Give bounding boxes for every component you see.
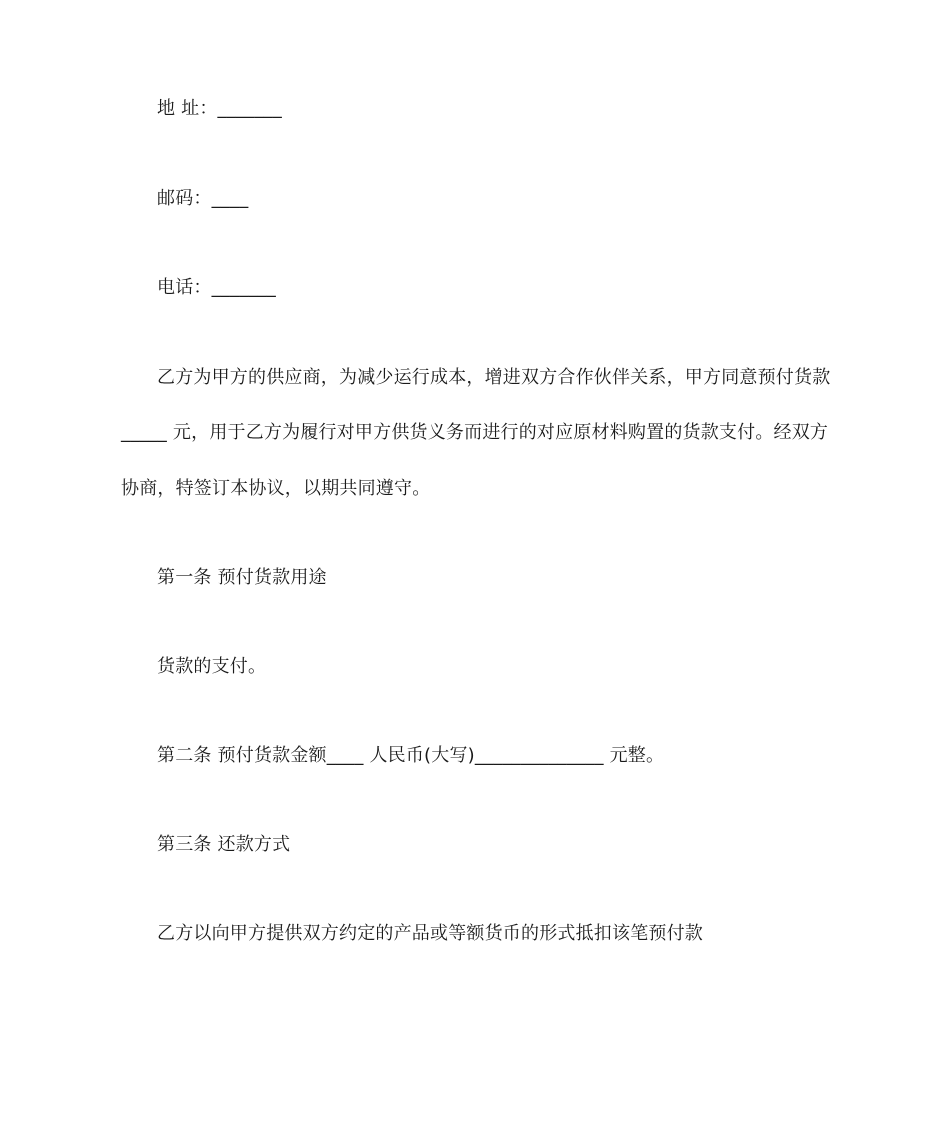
intro-paragraph-line-2: _____ 元，用于乙方为履行对甲方供货义务而进行的对应原材料购置的货款支付。经双方 <box>121 422 829 443</box>
postcode-field: 邮码：____ <box>157 188 249 209</box>
address-field: 地 址：_______ <box>157 98 282 119</box>
article-3-body: 乙方以向甲方提供双方约定的产品或等额货币的形式抵扣该笔预付款 <box>157 923 703 944</box>
article-1-body: 货款的支付。 <box>157 656 267 677</box>
article-3-heading: 第三条 还款方式 <box>157 834 291 855</box>
phone-field: 电话：_______ <box>157 277 276 298</box>
intro-paragraph-line-1: 乙方为甲方的供应商，为减少运行成本，增进双方合作伙伴关系，甲方同意预付货款 <box>157 367 831 388</box>
intro-paragraph-line-3: 协商，特签订本协议，以期共同遵守。 <box>121 478 431 499</box>
article-2-heading: 第二条 预付货款金额____ 人民币(大写)______________ 元整。 <box>157 745 665 766</box>
article-1-heading: 第一条 预付货款用途 <box>157 567 327 588</box>
